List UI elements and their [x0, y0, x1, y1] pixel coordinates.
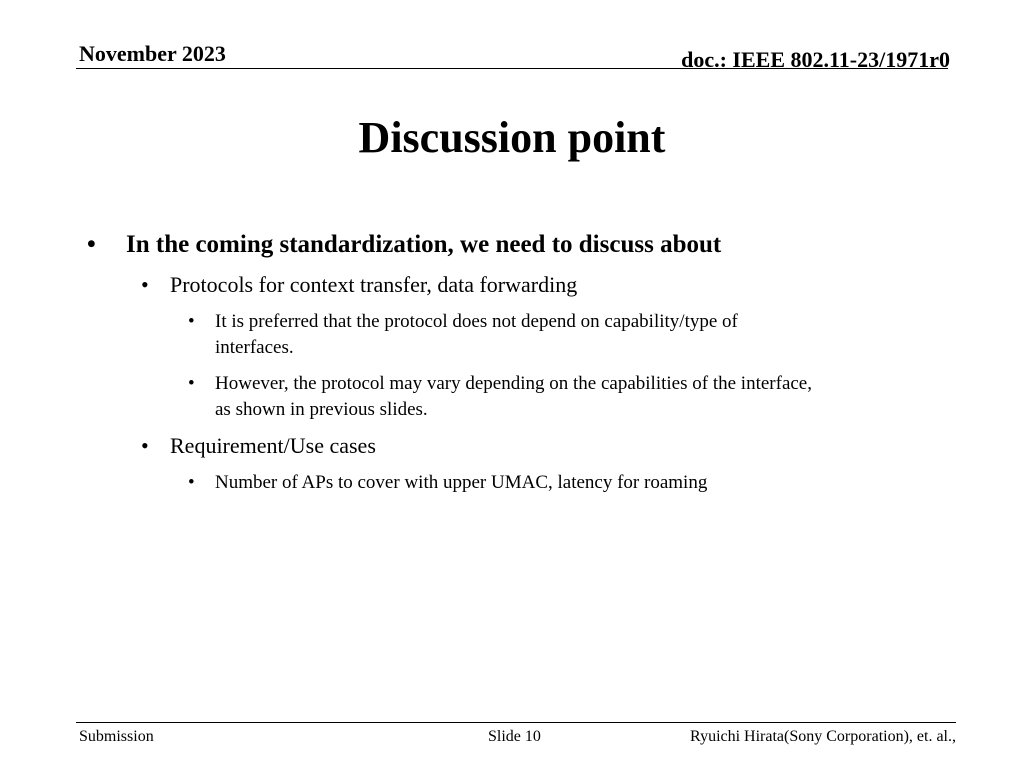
bullet-icon: •: [188, 373, 195, 394]
bullet-icon: •: [87, 231, 96, 258]
footer-author: Ryuichi Hirata(Sony Corporation), et. al.,: [690, 728, 956, 745]
bullet-icon: •: [188, 311, 195, 332]
bullet-icon: •: [188, 472, 195, 493]
bullet-text-line2: interfaces.: [215, 337, 294, 358]
slide-title: Discussion point: [358, 113, 666, 162]
footer-divider: [76, 722, 956, 723]
bullet-text: Requirement/Use cases: [170, 433, 376, 458]
bullet-text: In the coming standardization, we need to discuss about: [126, 231, 722, 258]
bullet-text-line1: It is preferred that the protocol does not depend on capability/type of: [215, 311, 738, 332]
bullet-text-line1: However, the protocol may vary depending on the capabilities of the interface,: [215, 373, 812, 394]
bullet-icon: •: [141, 272, 149, 297]
bullet-text-line2: as shown in previous slides.: [215, 399, 428, 420]
bullet-icon: •: [141, 433, 149, 458]
header-divider: [76, 68, 948, 69]
bullet-text: Protocols for context transfer, data forwarding: [170, 272, 578, 297]
bullet-text-line1: Number of APs to cover with upper UMAC, latency for roaming: [215, 472, 708, 493]
footer-submission: Submission: [79, 728, 154, 745]
header-doc-id: doc.: IEEE 802.11-23/1971r0: [681, 47, 950, 72]
header-date: November 2023: [79, 41, 226, 66]
footer-slide-number: Slide 10: [488, 728, 541, 745]
